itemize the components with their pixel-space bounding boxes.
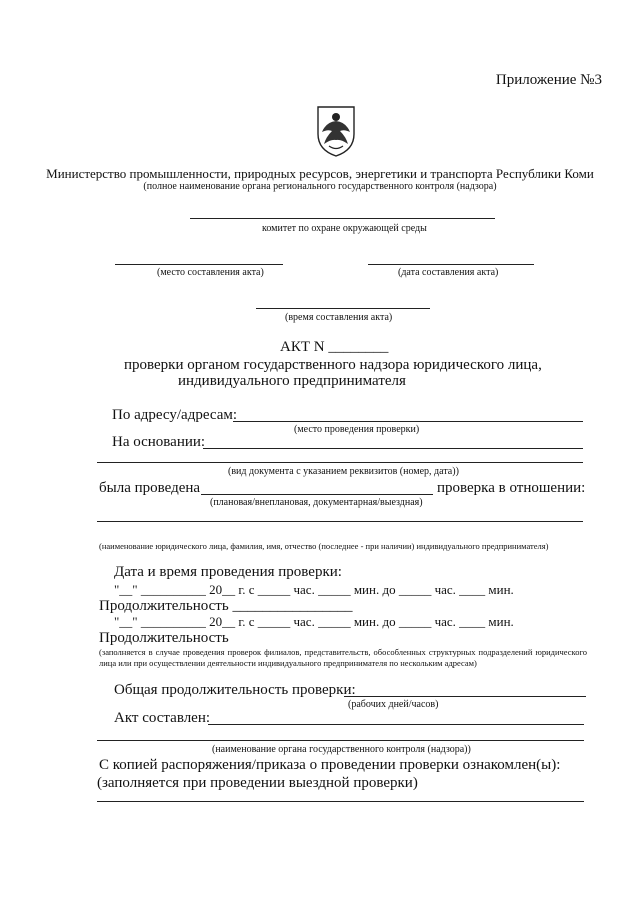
held-after-label: проверка в отношении: bbox=[437, 480, 586, 496]
address-label: По адресу/адресам: bbox=[112, 407, 238, 423]
committee-line bbox=[190, 218, 495, 219]
date-caption: (дата составления акта) bbox=[398, 267, 499, 278]
compiled-label: Акт составлен: bbox=[114, 710, 211, 726]
address-line bbox=[233, 421, 583, 422]
date-line bbox=[368, 264, 534, 265]
branch-note: (заполняется в случае проведения проверок филиалов, представительств, обособленных структурных подразделений юридического лица или при осуществлении деятельности индивидуального предпринимателя по нескольким адресам) bbox=[99, 647, 587, 668]
compiled-line-2 bbox=[97, 740, 584, 741]
place-line bbox=[115, 264, 283, 265]
act-title: АКТ N ________ bbox=[280, 339, 389, 355]
duration-label-1: Продолжительность ________________ bbox=[99, 598, 353, 614]
basis-label: На основании: bbox=[112, 434, 206, 450]
act-subtitle-line2: индивидуального предпринимателя bbox=[178, 373, 406, 389]
copy-signature-line bbox=[97, 801, 584, 802]
datetime-row-2: "__" __________ 20__ г. с _____ час. _____ мин. до _____ час. ____ мин. bbox=[114, 614, 514, 629]
basis-line bbox=[203, 448, 583, 449]
copy-line-2: (заполняется при проведении выездной проверки) bbox=[97, 775, 418, 791]
duration-label-2: Продолжительность bbox=[99, 630, 229, 646]
entity-caption: (наименование юридического лица, фамилия, имя, отчество (последнее - при наличии) индивидуального предпринимателя) bbox=[99, 541, 549, 551]
time-line bbox=[256, 308, 430, 309]
datetime-row-1: "__" __________ 20__ г. с _____ час. _____ мин. до _____ час. ____ мин. bbox=[114, 582, 514, 597]
committee-text: комитет по охране окружающей среды bbox=[262, 223, 427, 234]
entity-line bbox=[97, 521, 583, 522]
held-label: была проведена bbox=[99, 480, 201, 496]
ministry-name: Министерство промышленности, природных ресурсов, энергетики и транспорта Республики Коми bbox=[46, 166, 594, 181]
total-label: Общая продолжительность проверки: bbox=[114, 682, 356, 698]
place-caption: (место составления акта) bbox=[157, 267, 264, 278]
appendix-label: Приложение №3 bbox=[495, 72, 602, 88]
copy-line-1: С копией распоряжения/приказа о проведении проверки ознакомлен(ы): bbox=[99, 757, 561, 773]
compiled-caption: (наименование органа государственного контроля (надзора)) bbox=[212, 744, 471, 755]
ministry-caption: (полное наименование органа регионального государственного контроля (надзора) bbox=[143, 181, 497, 192]
held-line bbox=[201, 494, 433, 495]
total-caption: (рабочих дней/часов) bbox=[348, 699, 439, 710]
datetime-label: Дата и время проведения проверки: bbox=[114, 564, 342, 580]
basis-caption: (вид документа с указанием реквизитов (номер, дата)) bbox=[228, 466, 459, 477]
act-subtitle-line1: проверки органом государственного надзора юридического лица, bbox=[124, 357, 542, 373]
time-caption: (время составления акта) bbox=[285, 312, 393, 323]
address-caption: (место проведения проверки) bbox=[294, 424, 420, 435]
coat-of-arms-emblem bbox=[314, 104, 358, 158]
basis-line-2 bbox=[97, 462, 583, 463]
held-caption: (плановая/внеплановая, документарная/выездная) bbox=[210, 497, 423, 508]
compiled-line bbox=[208, 724, 584, 725]
total-line bbox=[344, 696, 586, 697]
